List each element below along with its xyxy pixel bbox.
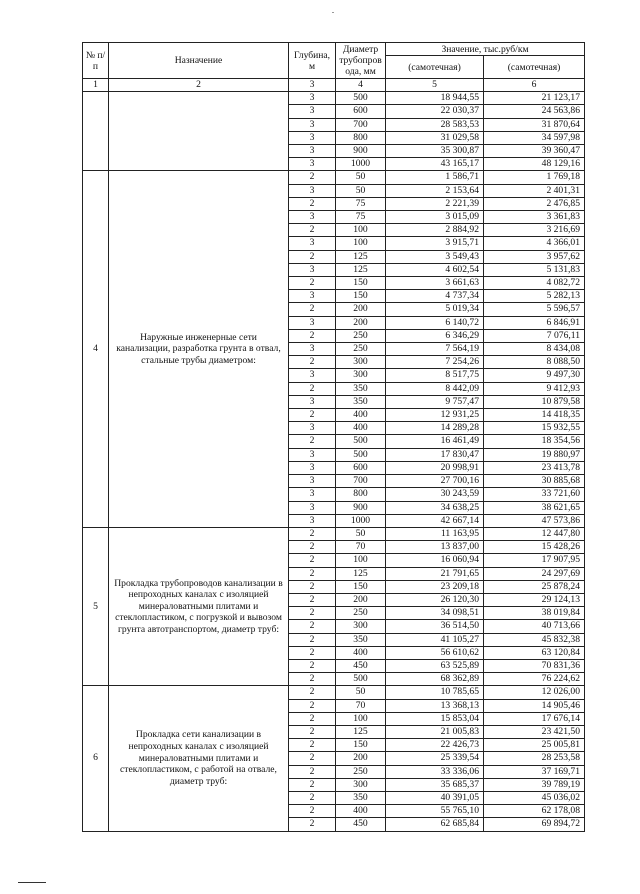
value-cell-6: 15 428,26 bbox=[484, 541, 585, 554]
depth-cell: 3 bbox=[289, 263, 336, 276]
depth-cell: 2 bbox=[289, 725, 336, 738]
depth-cell: 3 bbox=[289, 316, 336, 329]
depth-cell: 3 bbox=[289, 211, 336, 224]
diameter-cell: 450 bbox=[336, 818, 386, 831]
table-row bbox=[83, 686, 585, 699]
value-cell-6: 5 282,13 bbox=[484, 290, 585, 303]
value-cell-6: 3 361,83 bbox=[484, 211, 585, 224]
depth-cell: 2 bbox=[289, 699, 336, 712]
depth-cell: 3 bbox=[289, 475, 336, 488]
diameter-cell: 600 bbox=[336, 105, 386, 118]
value-cell-6: 10 879,58 bbox=[484, 395, 585, 408]
value-cell-6: 31 870,64 bbox=[484, 118, 585, 131]
depth-cell: 2 bbox=[289, 171, 336, 184]
depth-cell: 2 bbox=[289, 659, 336, 672]
diameter-cell: 350 bbox=[336, 791, 386, 804]
value-cell-6: 7 076,11 bbox=[484, 329, 585, 342]
diameter-cell: 350 bbox=[336, 382, 386, 395]
section-name: Прокладка сети канализации в непроходных каналах с изоляцией минераловатными плитами и стеклопластиком, с работой на отвале, диаметр труб: bbox=[109, 686, 289, 831]
depth-cell: 2 bbox=[289, 607, 336, 620]
value-cell-5: 42 667,14 bbox=[386, 514, 484, 527]
value-cell-5: 15 853,04 bbox=[386, 712, 484, 725]
value-cell-5: 3 915,71 bbox=[386, 237, 484, 250]
value-cell-6: 34 597,98 bbox=[484, 131, 585, 144]
diameter-cell: 900 bbox=[336, 501, 386, 514]
value-cell-6: 19 880,97 bbox=[484, 448, 585, 461]
diameter-cell: 700 bbox=[336, 475, 386, 488]
depth-cell: 3 bbox=[289, 158, 336, 171]
depth-cell: 2 bbox=[289, 778, 336, 791]
value-cell-5: 20 998,91 bbox=[386, 461, 484, 474]
depth-cell: 3 bbox=[289, 343, 336, 356]
value-cell-5: 16 461,49 bbox=[386, 435, 484, 448]
depth-cell: 3 bbox=[289, 184, 336, 197]
depth-cell: 2 bbox=[289, 250, 336, 263]
diameter-cell: 200 bbox=[336, 303, 386, 316]
header-name: Назначение bbox=[109, 43, 289, 79]
value-cell-5: 11 163,95 bbox=[386, 527, 484, 540]
value-cell-5: 3 661,63 bbox=[386, 277, 484, 290]
value-cell-5: 7 564,19 bbox=[386, 343, 484, 356]
header-sub-5: (самотечная) bbox=[386, 56, 484, 79]
depth-cell: 3 bbox=[289, 501, 336, 514]
value-cell-5: 1 586,71 bbox=[386, 171, 484, 184]
diameter-cell: 800 bbox=[336, 488, 386, 501]
value-cell-6: 37 169,71 bbox=[484, 765, 585, 778]
depth-cell: 2 bbox=[289, 765, 336, 778]
depth-cell: 3 bbox=[289, 369, 336, 382]
table-row bbox=[83, 92, 585, 105]
diameter-cell: 75 bbox=[336, 197, 386, 210]
diameter-cell: 100 bbox=[336, 554, 386, 567]
diameter-cell: 125 bbox=[336, 250, 386, 263]
value-cell-5: 13 837,00 bbox=[386, 541, 484, 554]
value-cell-5: 33 336,06 bbox=[386, 765, 484, 778]
colnum-2: 2 bbox=[109, 79, 289, 92]
value-cell-6: 5 131,83 bbox=[484, 263, 585, 276]
value-cell-6: 14 905,46 bbox=[484, 699, 585, 712]
depth-cell: 2 bbox=[289, 527, 336, 540]
value-cell-6: 76 224,62 bbox=[484, 673, 585, 686]
value-cell-5: 68 362,89 bbox=[386, 673, 484, 686]
diameter-cell: 350 bbox=[336, 395, 386, 408]
header-value: Значение, тыс.руб/км bbox=[386, 43, 585, 56]
value-cell-6: 3 216,69 bbox=[484, 224, 585, 237]
cost-table bbox=[82, 42, 585, 832]
value-cell-5: 56 610,62 bbox=[386, 646, 484, 659]
value-cell-6: 38 019,84 bbox=[484, 607, 585, 620]
depth-cell: 3 bbox=[289, 237, 336, 250]
value-cell-6: 25 005,81 bbox=[484, 739, 585, 752]
value-cell-5: 23 209,18 bbox=[386, 580, 484, 593]
section-name: Наружные инженерные сети канализации, разработка грунта в отвал, стальные трубы диаметром: bbox=[109, 171, 289, 527]
colnum-6: 6 bbox=[484, 79, 585, 92]
table-body bbox=[83, 92, 585, 831]
diameter-cell: 300 bbox=[336, 778, 386, 791]
value-cell-5: 22 030,37 bbox=[386, 105, 484, 118]
depth-cell: 3 bbox=[289, 145, 336, 158]
diameter-cell: 75 bbox=[336, 211, 386, 224]
colnum-1: 1 bbox=[83, 79, 109, 92]
diameter-cell: 400 bbox=[336, 422, 386, 435]
diameter-cell: 125 bbox=[336, 263, 386, 276]
depth-cell: 2 bbox=[289, 620, 336, 633]
value-cell-5: 26 120,30 bbox=[386, 593, 484, 606]
value-cell-6: 69 894,72 bbox=[484, 818, 585, 831]
value-cell-6: 17 676,14 bbox=[484, 712, 585, 725]
value-cell-6: 70 831,36 bbox=[484, 659, 585, 672]
value-cell-6: 8 088,50 bbox=[484, 356, 585, 369]
value-cell-6: 12 026,00 bbox=[484, 686, 585, 699]
value-cell-5: 18 944,55 bbox=[386, 92, 484, 105]
diameter-cell: 50 bbox=[336, 184, 386, 197]
value-cell-6: 1 769,18 bbox=[484, 171, 585, 184]
value-cell-6: 63 120,84 bbox=[484, 646, 585, 659]
value-cell-6: 62 178,08 bbox=[484, 805, 585, 818]
section-number bbox=[83, 92, 109, 171]
depth-cell: 2 bbox=[289, 382, 336, 395]
value-cell-6: 33 721,60 bbox=[484, 488, 585, 501]
section-name bbox=[109, 92, 289, 171]
header-depth: Глубина, м bbox=[289, 43, 336, 79]
value-cell-6: 3 957,62 bbox=[484, 250, 585, 263]
diameter-cell: 250 bbox=[336, 343, 386, 356]
value-cell-5: 40 391,05 bbox=[386, 791, 484, 804]
value-cell-5: 4 737,34 bbox=[386, 290, 484, 303]
depth-cell: 3 bbox=[289, 488, 336, 501]
value-cell-6: 48 129,16 bbox=[484, 158, 585, 171]
diameter-cell: 800 bbox=[336, 131, 386, 144]
diameter-cell: 400 bbox=[336, 409, 386, 422]
diameter-cell: 1000 bbox=[336, 158, 386, 171]
diameter-cell: 250 bbox=[336, 329, 386, 342]
value-cell-6: 18 354,56 bbox=[484, 435, 585, 448]
value-cell-6: 45 036,02 bbox=[484, 791, 585, 804]
value-cell-5: 35 300,87 bbox=[386, 145, 484, 158]
value-cell-5: 10 785,65 bbox=[386, 686, 484, 699]
value-cell-5: 5 019,34 bbox=[386, 303, 484, 316]
section-name: Прокладка трубопроводов канализации в непроходных каналах с изоляцией минераловатными плитами и стеклопластиком, с погрузкой и вывозом грунта автотранспортом, диаметр труб: bbox=[109, 527, 289, 685]
diameter-cell: 250 bbox=[336, 607, 386, 620]
value-cell-6: 4 082,72 bbox=[484, 277, 585, 290]
header-sub-6: (самотечная) bbox=[484, 56, 585, 79]
value-cell-6: 23 421,50 bbox=[484, 725, 585, 738]
depth-cell: 2 bbox=[289, 541, 336, 554]
diameter-cell: 125 bbox=[336, 567, 386, 580]
section-number: 4 bbox=[83, 171, 109, 527]
diameter-cell: 100 bbox=[336, 237, 386, 250]
value-cell-6: 21 123,17 bbox=[484, 92, 585, 105]
table-row bbox=[83, 171, 585, 184]
value-cell-5: 6 346,29 bbox=[386, 329, 484, 342]
diameter-cell: 70 bbox=[336, 541, 386, 554]
value-cell-6: 15 932,55 bbox=[484, 422, 585, 435]
scan-mark bbox=[332, 12, 334, 13]
value-cell-6: 6 846,91 bbox=[484, 316, 585, 329]
value-cell-6: 9 497,30 bbox=[484, 369, 585, 382]
diameter-cell: 150 bbox=[336, 290, 386, 303]
value-cell-6: 28 253,58 bbox=[484, 752, 585, 765]
value-cell-5: 34 098,51 bbox=[386, 607, 484, 620]
value-cell-6: 5 596,57 bbox=[484, 303, 585, 316]
value-cell-5: 25 339,54 bbox=[386, 752, 484, 765]
diameter-cell: 500 bbox=[336, 435, 386, 448]
diameter-cell: 200 bbox=[336, 593, 386, 606]
value-cell-6: 30 885,68 bbox=[484, 475, 585, 488]
value-cell-6: 38 621,65 bbox=[484, 501, 585, 514]
depth-cell: 3 bbox=[289, 514, 336, 527]
value-cell-5: 17 830,47 bbox=[386, 448, 484, 461]
depth-cell: 3 bbox=[289, 118, 336, 131]
depth-cell: 2 bbox=[289, 818, 336, 831]
value-cell-5: 22 426,73 bbox=[386, 739, 484, 752]
diameter-cell: 50 bbox=[336, 527, 386, 540]
header-num: № п/п bbox=[83, 43, 109, 79]
depth-cell: 3 bbox=[289, 422, 336, 435]
value-cell-5: 36 514,50 bbox=[386, 620, 484, 633]
diameter-cell: 500 bbox=[336, 673, 386, 686]
depth-cell: 2 bbox=[289, 356, 336, 369]
value-cell-5: 27 700,16 bbox=[386, 475, 484, 488]
depth-cell: 2 bbox=[289, 303, 336, 316]
footer-line bbox=[18, 882, 46, 883]
colnum-3: 3 bbox=[289, 79, 336, 92]
value-cell-6: 45 832,38 bbox=[484, 633, 585, 646]
header-diameter: Диаметр трубопров ода, мм bbox=[336, 43, 386, 79]
value-cell-6: 2 401,31 bbox=[484, 184, 585, 197]
diameter-cell: 300 bbox=[336, 620, 386, 633]
depth-cell: 2 bbox=[289, 752, 336, 765]
diameter-cell: 300 bbox=[336, 369, 386, 382]
depth-cell: 2 bbox=[289, 329, 336, 342]
value-cell-5: 8 442,09 bbox=[386, 382, 484, 395]
value-cell-5: 43 165,17 bbox=[386, 158, 484, 171]
depth-cell: 3 bbox=[289, 395, 336, 408]
diameter-cell: 500 bbox=[336, 92, 386, 105]
diameter-cell: 150 bbox=[336, 739, 386, 752]
value-cell-5: 62 685,84 bbox=[386, 818, 484, 831]
depth-cell: 2 bbox=[289, 593, 336, 606]
diameter-cell: 150 bbox=[336, 580, 386, 593]
value-cell-6: 9 412,93 bbox=[484, 382, 585, 395]
value-cell-5: 35 685,37 bbox=[386, 778, 484, 791]
diameter-cell: 700 bbox=[336, 118, 386, 131]
value-cell-6: 17 907,95 bbox=[484, 554, 585, 567]
diameter-cell: 100 bbox=[336, 224, 386, 237]
value-cell-5: 8 517,75 bbox=[386, 369, 484, 382]
depth-cell: 2 bbox=[289, 646, 336, 659]
depth-cell: 3 bbox=[289, 131, 336, 144]
value-cell-6: 47 573,86 bbox=[484, 514, 585, 527]
depth-cell: 3 bbox=[289, 290, 336, 303]
depth-cell: 2 bbox=[289, 791, 336, 804]
value-cell-5: 30 243,59 bbox=[386, 488, 484, 501]
depth-cell: 2 bbox=[289, 554, 336, 567]
depth-cell: 2 bbox=[289, 567, 336, 580]
value-cell-6: 4 366,01 bbox=[484, 237, 585, 250]
value-cell-5: 2 221,39 bbox=[386, 197, 484, 210]
diameter-cell: 100 bbox=[336, 712, 386, 725]
value-cell-5: 3 549,43 bbox=[386, 250, 484, 263]
diameter-cell: 50 bbox=[336, 686, 386, 699]
value-cell-6: 14 418,35 bbox=[484, 409, 585, 422]
value-cell-6: 29 124,13 bbox=[484, 593, 585, 606]
diameter-cell: 200 bbox=[336, 316, 386, 329]
value-cell-5: 14 289,28 bbox=[386, 422, 484, 435]
value-cell-6: 12 447,80 bbox=[484, 527, 585, 540]
colnum-5: 5 bbox=[386, 79, 484, 92]
value-cell-5: 2 153,64 bbox=[386, 184, 484, 197]
value-cell-5: 31 029,58 bbox=[386, 131, 484, 144]
section-number: 6 bbox=[83, 686, 109, 831]
depth-cell: 3 bbox=[289, 105, 336, 118]
value-cell-5: 34 638,25 bbox=[386, 501, 484, 514]
value-cell-5: 3 015,09 bbox=[386, 211, 484, 224]
value-cell-6: 39 360,47 bbox=[484, 145, 585, 158]
diameter-cell: 250 bbox=[336, 765, 386, 778]
value-cell-6: 25 878,24 bbox=[484, 580, 585, 593]
value-cell-6: 39 789,19 bbox=[484, 778, 585, 791]
diameter-cell: 400 bbox=[336, 646, 386, 659]
diameter-cell: 70 bbox=[336, 699, 386, 712]
diameter-cell: 300 bbox=[336, 356, 386, 369]
diameter-cell: 1000 bbox=[336, 514, 386, 527]
value-cell-5: 9 757,47 bbox=[386, 395, 484, 408]
value-cell-5: 12 931,25 bbox=[386, 409, 484, 422]
value-cell-5: 63 525,89 bbox=[386, 659, 484, 672]
diameter-cell: 450 bbox=[336, 659, 386, 672]
depth-cell: 2 bbox=[289, 277, 336, 290]
value-cell-5: 13 368,13 bbox=[386, 699, 484, 712]
depth-cell: 3 bbox=[289, 461, 336, 474]
depth-cell: 2 bbox=[289, 686, 336, 699]
diameter-cell: 600 bbox=[336, 461, 386, 474]
depth-cell: 2 bbox=[289, 435, 336, 448]
diameter-cell: 125 bbox=[336, 725, 386, 738]
depth-cell: 2 bbox=[289, 197, 336, 210]
diameter-cell: 150 bbox=[336, 277, 386, 290]
colnum-4: 4 bbox=[336, 79, 386, 92]
value-cell-6: 2 476,85 bbox=[484, 197, 585, 210]
diameter-cell: 200 bbox=[336, 752, 386, 765]
value-cell-5: 6 140,72 bbox=[386, 316, 484, 329]
value-cell-5: 4 602,54 bbox=[386, 263, 484, 276]
value-cell-5: 21 005,83 bbox=[386, 725, 484, 738]
diameter-cell: 400 bbox=[336, 805, 386, 818]
value-cell-6: 24 297,69 bbox=[484, 567, 585, 580]
diameter-cell: 350 bbox=[336, 633, 386, 646]
depth-cell: 2 bbox=[289, 739, 336, 752]
table-row bbox=[83, 527, 585, 540]
value-cell-5: 16 060,94 bbox=[386, 554, 484, 567]
value-cell-5: 55 765,10 bbox=[386, 805, 484, 818]
document-page bbox=[82, 42, 584, 832]
value-cell-6: 8 434,08 bbox=[484, 343, 585, 356]
value-cell-5: 7 254,26 bbox=[386, 356, 484, 369]
diameter-cell: 900 bbox=[336, 145, 386, 158]
value-cell-6: 24 563,86 bbox=[484, 105, 585, 118]
depth-cell: 2 bbox=[289, 712, 336, 725]
depth-cell: 2 bbox=[289, 409, 336, 422]
depth-cell: 2 bbox=[289, 673, 336, 686]
depth-cell: 3 bbox=[289, 92, 336, 105]
diameter-cell: 50 bbox=[336, 171, 386, 184]
depth-cell: 2 bbox=[289, 580, 336, 593]
depth-cell: 2 bbox=[289, 633, 336, 646]
value-cell-6: 23 413,78 bbox=[484, 461, 585, 474]
value-cell-6: 40 713,66 bbox=[484, 620, 585, 633]
depth-cell: 3 bbox=[289, 448, 336, 461]
diameter-cell: 500 bbox=[336, 448, 386, 461]
value-cell-5: 41 105,27 bbox=[386, 633, 484, 646]
value-cell-5: 28 583,53 bbox=[386, 118, 484, 131]
value-cell-5: 2 884,92 bbox=[386, 224, 484, 237]
section-number: 5 bbox=[83, 527, 109, 685]
depth-cell: 2 bbox=[289, 224, 336, 237]
value-cell-5: 21 791,65 bbox=[386, 567, 484, 580]
depth-cell: 2 bbox=[289, 805, 336, 818]
